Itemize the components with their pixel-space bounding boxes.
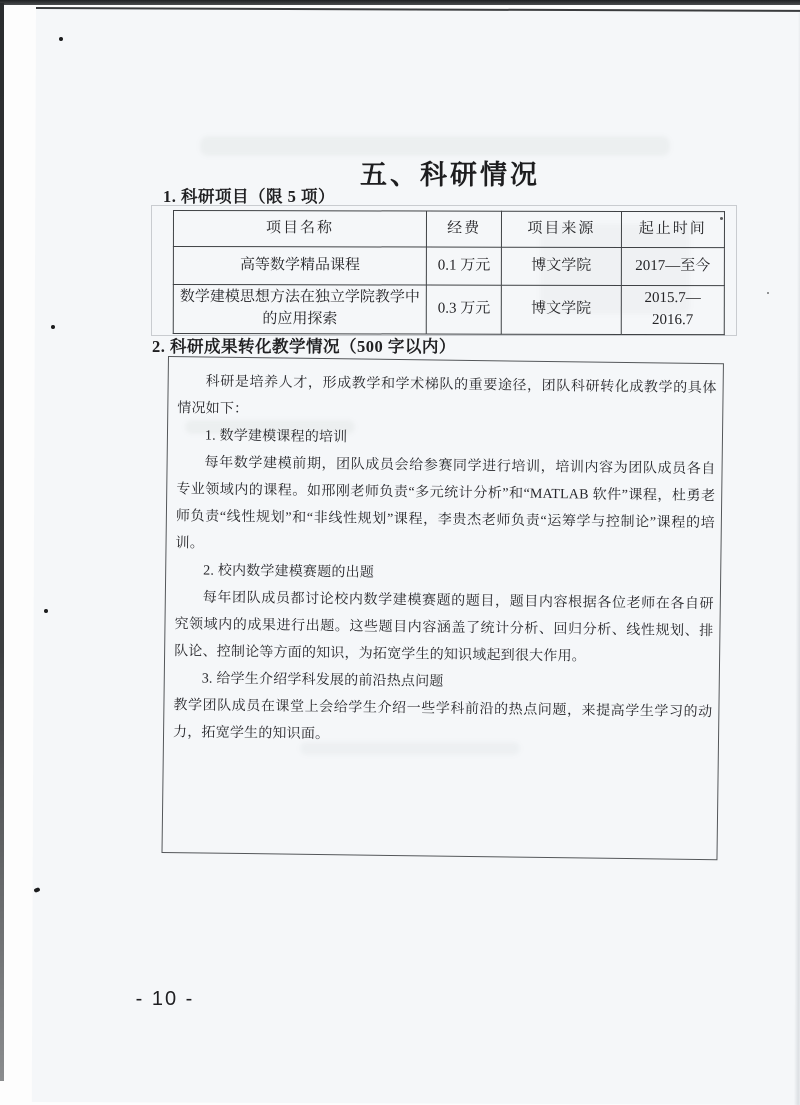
table-row — [173, 247, 724, 286]
scan-speck — [44, 609, 48, 613]
research-results-textbox — [161, 356, 723, 860]
section2-label: 2. 科研成果转化教学情况（500 字以内） — [152, 333, 456, 357]
paragraph: 每年团队成员都讨论校内数学建模赛题的题目，题目内容根据各位老师在各自研究领域内的成果进行出题。这些题目内容涵盖了统计分析、回归分析、线性规划、排队论、控制论等方面的知识，为拓宽学生的知识域起到很大作用。 — [174, 584, 714, 672]
cell-funding: 0.3 万元 — [426, 285, 501, 334]
header-project-name: 项目名称 — [173, 211, 426, 248]
scan-speck — [51, 325, 55, 329]
scan-speck — [767, 292, 769, 294]
paragraph: 每年数学建模前期，团队成员会给参赛同学进行培训，培训内容为团队成员各自专业领域内的课程。如邢刚老师负责“多元统计分析”和“MATLAB 软件”课程，杜勇老师负责“线性规划”和“非线性规划”课程，李贵杰老师负责“运筹学与控制论”课程的培训。 — [175, 449, 715, 564]
scan-speck — [59, 37, 63, 41]
cell-project-name: 高等数学精品课程 — [173, 247, 426, 286]
header-source: 项目来源 — [502, 211, 622, 247]
list-item-heading: 1. 数学建模课程的培训 — [177, 422, 716, 456]
paragraph: 科研是培养人才，形成教学和学术梯队的重要途径，团队科研转化成教学的具体情况如下： — [177, 368, 717, 429]
page-title: 五、科研情况 — [100, 153, 800, 192]
scanner-top-edge — [0, 0, 800, 5]
table-row — [173, 285, 724, 335]
research-projects-table — [173, 210, 725, 335]
scanner-left-edge — [0, 3, 4, 1081]
table-header-row — [173, 211, 724, 248]
cell-project-name: 数学建模思想方法在独立学院教学中的应用探索 — [173, 285, 426, 334]
cell-funding: 0.1 万元 — [427, 247, 502, 285]
cell-duration: 2017—至今 — [621, 247, 724, 285]
list-item-heading: 3. 给学生介绍学科发展的前沿热点问题 — [174, 665, 713, 699]
cell-duration: 2015.7— 2016.7 — [621, 285, 724, 334]
page-number: - 10 - — [120, 988, 210, 1011]
paragraph: 教学团队成员在课堂上会给学生介绍一些学科前沿的热点问题，来提高学生学习的动力，拓宽学生的知识面。 — [173, 692, 713, 753]
cell-source: 博文学院 — [501, 247, 621, 285]
header-duration: 起止时间 — [621, 211, 724, 247]
list-item-heading: 2. 校内数学建模赛题的出题 — [175, 557, 714, 591]
cell-source: 博文学院 — [501, 285, 621, 334]
section1-label: 1. 科研项目（限 5 项） — [163, 183, 335, 207]
header-funding: 经费 — [427, 211, 502, 247]
